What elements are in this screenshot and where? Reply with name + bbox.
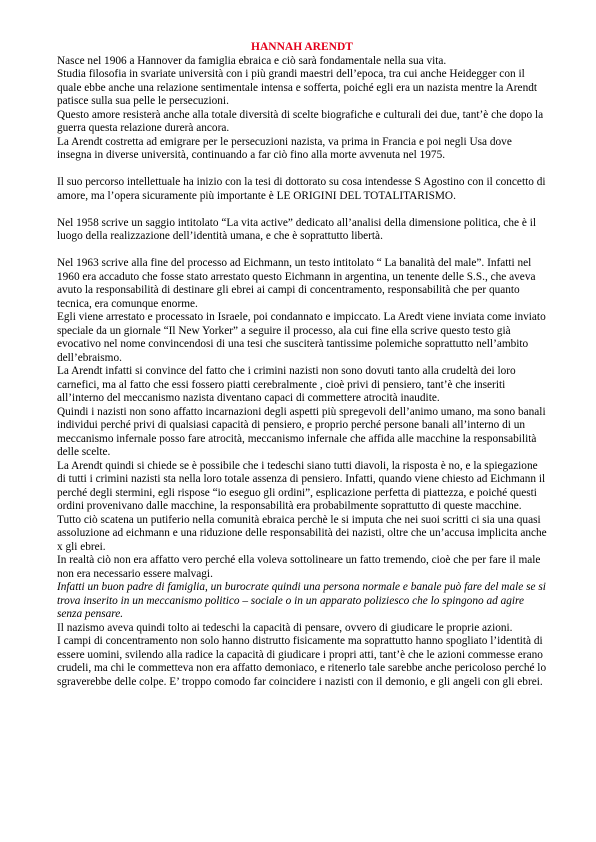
paragraph-spacer — [57, 203, 547, 217]
paragraph-evil: In realtà ciò non era affatto vero perché ella voleva sottolineare un fatto tremendo, cioè che per fare il male non era necessario essere malvagi. — [57, 554, 541, 580]
paragraph-intellectual-path: Il suo percorso intellettuale ha inizio con la tesi di dottorato su cosa intendesse S Agostino con il concetto di amore, ma l’opera sicuramente più importante è LE ORIGINI DEL TOTALITARISMO. — [57, 176, 546, 202]
paragraph-spacer — [57, 244, 547, 258]
paragraph-controversy: Tutto ciò scatena un putiferio nella comunità ebraica perchè le si imputa che nei suoi scritti ci sia una quasi assoluzione ad eichmann e una riduzione delle responsabilità dei nazisti, oltre che un’accusa implicita anche x gli ebrei. — [57, 513, 547, 553]
paragraph-eichmann-trial: Nel 1963 scrive alla fine del processo ad Eichmann, un testo intitolato “ La banalità del male”. Infatti nel 1960 era accaduto che fosse stato arrestato questo Eichmann in argentina, un tenente delle S.S., che aveva avuto la responsabilità di destinare gli ebrei ai campi di concentramento, responsabilità che per quanto tecnica, era comunque enorme. — [57, 257, 536, 310]
paragraph-relationship: Questo amore resisterà anche alla totale diversità di scelte biografiche e culturali dei due, tant’è che dopo la guerra questa relazione durerà ancora. — [57, 108, 544, 134]
paragraph-thesis: La Arendt infatti si convince del fatto che i crimini nazisti non sono dovuti tanto alla crudeltà dei loro carnefici, ma al fatto che essi fossero piatti cerebralmente , cioè privi di pensiero, tant’è che inseriti all’interno del meccanismo nazista diventano capaci di commettere atrocità inaudite. — [57, 365, 516, 404]
paragraph-vita-activa: Nel 1958 scrive un saggio intitolato “La vita active” dedicato all’analisi della dimensione politica, che è il luogo della realizzazione dell’identità umana, e che è soprattutto libertà. — [57, 216, 537, 242]
paragraph-spacer — [57, 163, 547, 177]
paragraph-italic-quote: Infatti un buon padre di famiglia, un burocrate quindi una persona normale e banale può fare del male se si trova inserito in un meccanismo politico – sociale o in un apparato poliziesco che lo spingono ad agire senza pensare. — [57, 581, 546, 620]
paragraph-camps: I campi di concentramento non solo hanno distrutto fisicamente ma soprattutto hanno spogliato l’identità di essere uomini, svilendo alla radice la capacità di giudicare i propri atti, tant’è che le azioni commesse erano crudeli, ma chi le commetteva non era affatto demoniaco, e ritenerlo tale sarebbe anche pericoloso perché lo sgraverebbe delle colpe. E’ troppo comodo far coincidere i nazisti con il demonio, e gli angeli con gli ebrei. — [57, 635, 547, 688]
document-title: HANNAH ARENDT — [251, 41, 353, 53]
paragraph-judgement: Il nazismo aveva quindi tolto ai tedeschi la capacità di pensare, ovvero di giudicare le proprie azioni. — [57, 621, 513, 634]
document-page — [57, 41, 547, 689]
paragraph-banality: Quindi i nazisti non sono affatto incarnazioni degli aspetti più spregevoli dell’animo umano, ma sono banali individui perché privi di qualsiasi capacità di pensiero, e proprio perché persone banali all’interno di un meccanismo infernale posso fare atrocità, meccanismo infernale che affida alle macchine la responsabilità delle scelte. — [57, 405, 546, 458]
paragraph-emigration: La Arendt costretta ad emigrare per le persecuzioni nazista, va prima in Francia e poi negli Usa dove insegna in diverse università, continuando a far ciò fino alla morte avvenuta nel 1975. — [57, 135, 512, 161]
paragraph-studies: Studia filosofia in svariate università con i più grandi maestri dell’epoca, tra cui anche Heidegger con il quale ebbe anche una relazione sentimentale intensa e sofferta, poiché egli era un nazista mentre la Arendt patisce sulla sua pelle le persecuzioni. — [57, 68, 538, 107]
paragraph-birth: Nasce nel 1906 a Hannover da famiglia ebraica e ciò sarà fondamentale nella sua vita. — [57, 54, 447, 67]
paragraph-new-yorker: Egli viene arrestato e processato in Israele, poi condannato e impiccato. La Aredt viene inviata come inviato speciale da un giornale “Il New Yorker” a seguire il processo, ala cui fine ella scrive questo testo già evocativo nel nome convincendosi di una tesi che susciterà tantissime polemiche soprattutto nell’ambito dell’ebraismo. — [57, 311, 546, 364]
paragraph-orders: La Arendt quindi si chiede se è possibile che i tedeschi siano tutti diavoli, la risposta è no, e la spiegazione di tutti i crimini nazisti sta nella loro totale assenza di pensiero. Infatti, quando viene chiesto ad Eichmann il perché degli stermini, egli rispose “io eseguo gli ordini”, esplicazione perfetta di piattezza, e poiché questi ordini provenivano dalle macchine, la responsabilità era probabilmente soprattutto di queste macchine. — [57, 459, 546, 512]
